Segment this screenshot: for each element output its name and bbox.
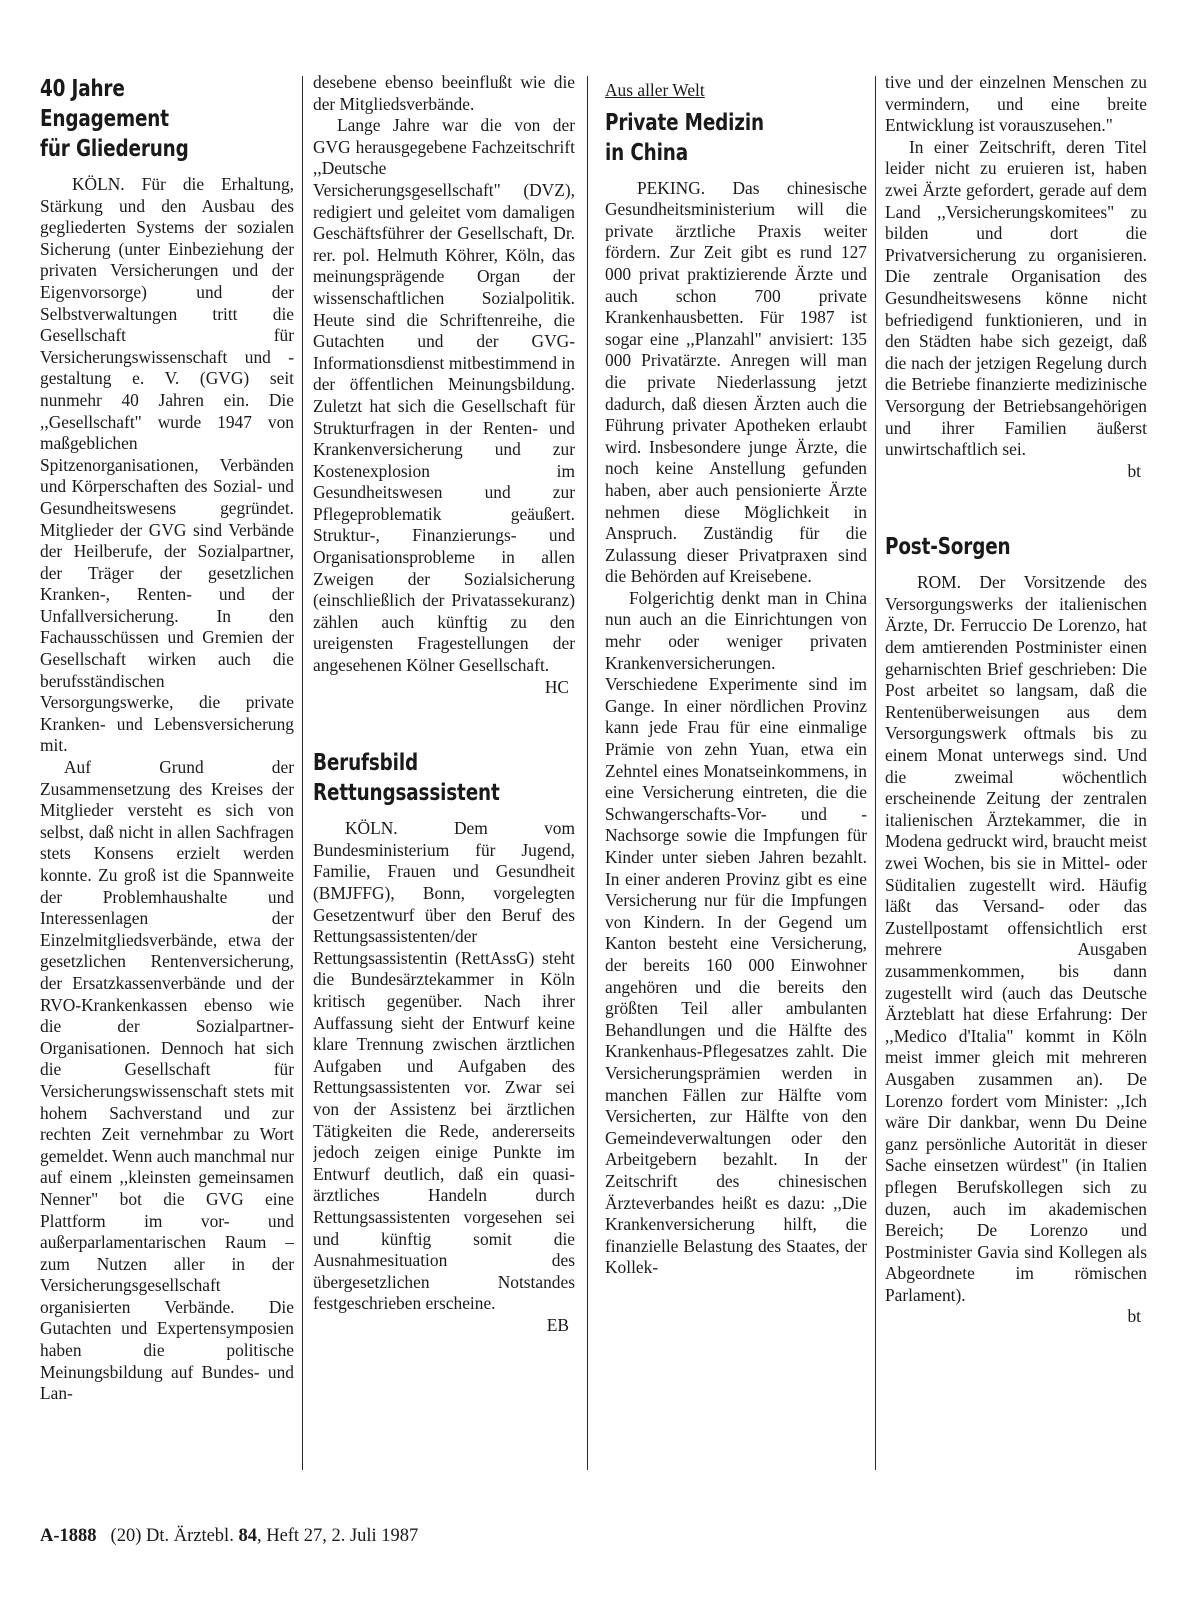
headline-gvg xyxy=(40,74,294,164)
column-3 xyxy=(605,72,867,1472)
paragraph: Lange Jahre war die von der GVG herausgegebene Fachzeitschrift ,,Deutsche Versicherungsgesellschaft" (DVZ), redigiert und geleitet vom damaligen Geschäftsführer der Gesellschaft, Dr. rer. pol. Helmuth Köhrer, Köln, das meinungsprägende Organ der wissenschaftlichen Sozialpolitik. Heute sind die Schriftenreihe, die Gutachten und der GVG-Informationsdienst mitbestimmend in der öffentlichen Meinungsbildung. Zuletzt hat sich die Gesellschaft für Strukturfragen in der Renten- und Krankenversicherung und zur Kostenexplosion im Gesundheitswesen und zur Pflegeproblematik geäußert. Struktur-, Finanzierungs- und Organisationsprobleme in allen Zweigen der Sozialsicherung (einschließlich der Privatassekuranz) zählen auch künftig zu den ureigensten Fragestellungen der angesehenen Kölner Gesellschaft. xyxy=(313,115,575,676)
column-1 xyxy=(40,72,294,1472)
headline-line: Berufsbild xyxy=(313,750,418,777)
paragraph: tive und der einzelnen Menschen zu vermindern, und eine breite Entwicklung ist vorauszusehen." xyxy=(885,72,1147,136)
paragraph: In einer Zeitschrift, deren Titel leider nicht zu eruieren ist, haben zwei Ärzte gefordert, gerade auf dem Land ,,Versicherungskomitees" zu bilden und dort die Privatversicherung zu organisieren. Die zentrale Organisation des Gesundheitswesens könne nicht befriedigend funktionieren, und in den Städten habe sich gezeigt, daß die nach der jetzigen Regelung durch die Betriebe finanzierte medizinische Versorgung der Betriebsangehörigen und ihrer Familien äußerst unwirtschaftlich sei. xyxy=(885,136,1147,460)
page-footer xyxy=(40,1526,418,1547)
signature-china: bt xyxy=(1127,460,1141,481)
issue-prefix: (20) Dt. Ärztebl. xyxy=(110,1526,234,1546)
headline-line: Private Medizin xyxy=(605,109,764,136)
headline-line: Engagement xyxy=(40,106,169,132)
volume-number: 84 xyxy=(238,1526,257,1546)
headline-rettung xyxy=(313,748,575,808)
headline-post xyxy=(885,532,1147,562)
headline-line: Rettungsassistent xyxy=(313,780,500,807)
spacer xyxy=(313,698,575,736)
signature-gvg: HC xyxy=(544,676,569,697)
column-4 xyxy=(885,72,1147,1472)
column-rule-2 xyxy=(587,76,588,1470)
paragraph: Folgerichtig denkt man in China nun auch an die Einrichtungen von mehr oder weniger privaten Krankenversicherungen. Verschiedene Experimente sind im Gange. In einer nördlichen Provinz kann jede Frau für eine einmalige Prämie von zehn Yuan, etwa ein Zehntel eines Monatseinkommens, in eine Versicherung eintreten, die die Schwangerschafts-Vor- und -Nachsorge sowie die Impfungen für Kinder unter sieben Jahren bezahlt. In einer anderen Provinz gibt es eine Versicherung nur für die Impfungen von Kindern. In der Gegend um Kanton besteht eine Versicherung, der bereits 160 000 Einwohner angehören und die bereits den größten Teil aller ambulanten Behandlungen und die Hälfte des Krankenhaus-Pflegesatzes zahlt. Die Versicherungsprämien werden in manchen Fällen zur Hälfte vom Versicherten, zur Hälfte von den Gemeindeverwaltungen oder den Arbeitgebern bezahlt. In der Zeitschrift des chinesischen Ärzteverbandes heißt es dazu: ,,Die Krankenversicherung hilft, die finanzielle Belastung des Staates, der Kollek- xyxy=(605,587,867,1278)
column-rule-1 xyxy=(302,76,303,1470)
paragraph: ROM. Der Vorsitzende des Versorgungswerks der italienischen Ärzte, Dr. Ferruccio De Lorenzo, hat dem amtierenden Postminister einen geharnischten Brief geschrieben: Die Post arbeitet so langsam, daß die Rentenüberweisungen aus dem Versorgungswerk oftmals bis zu einem Monat unterwegs sind. Und die zweimal wöchentlich erscheinende Zeitung der zentralen italienischen Ärztekammer, die in Modena gedruckt wird, braucht meist zwei Wochen, bis sie in Mittel- oder Süditalien zugestellt wird. Häufig läßt das Versand- oder das Zustellpostamt offensichtlich erst mehrere Ausgaben zusammenkommen, bis dann zugestellt wird (auch das Deutsche Ärzteblatt hat diese Erfahrung: Der ,,Medico d'Italia" kommt in Köln meist immer gleich mit mehreren Ausgaben zusammen an). De Lorenzo fordert vom Minister: ,,Ich wäre Dir dankbar, wenn Du Deine ganz persönliche Autorität in dieser Sache einsetzen würdest" (in Italien pflegen Berufskollegen sich zu duzen, auch im akademischen Bereich; De Lorenzo und Postminister Gavia sind Kollegen als Abgeordnete im römischen Parlament). xyxy=(885,572,1147,1305)
headline-line: in China xyxy=(605,139,688,166)
column-rule-3 xyxy=(875,76,876,1470)
signature-post: bt xyxy=(1127,1306,1141,1327)
spacer xyxy=(885,482,1147,520)
headline-china xyxy=(605,108,867,168)
paragraph: desebene ebenso beeinflußt wie die der Mitgliedsverbände. xyxy=(313,72,575,114)
rubric: Aus aller Welt xyxy=(605,80,705,100)
paragraph: KÖLN. Dem vom Bundesministerium für Jugend, Familie, Frauen und Gesundheit (BMJFFG), Bonn, vorgelegten Gesetzentwurf über den Beruf des Rettungsassistenten/der Rettungsassistentin (RettAssG) steht die Bundesärztekammer in Köln kritisch gegenüber. Nach ihrer Auffassung sieht der Entwurf keine klare Trennung zwischen ärztlichen Aufgaben und Aufgaben des Rettungsassistenten vor. Zwar sei von der Assistenz bei ärztlichen Tätigkeiten die Rede, andererseits jedoch zeigen einige Punkte im Entwurf deutlich, daß ein quasi-ärztliches Handeln durch Rettungsassistenten vorgesehen sei und künftig somit die Ausnahmesituation des übergesetzlichen Notstandes festgeschrieben erscheine. xyxy=(313,818,575,1314)
issue-suffix: , Heft 27, 2. Juli 1987 xyxy=(256,1526,419,1546)
column-2 xyxy=(313,72,575,1472)
headline-line: Post-Sorgen xyxy=(885,534,1011,561)
paragraph: KÖLN. Für die Erhaltung, Stärkung und den Ausbau des gegliederten Systems der sozialen Sicherung (unter Einbeziehung der privaten Versicherungen und der Eigenvorsorge) und der Selbstverwaltungen tritt die Gesellschaft für Versicherungswissenschaft und -gestaltung e. V. (GVG) seit nunmehr 40 Jahren ein. Die ,,Gesellschaft" wurde 1947 von maßgeblichen Spitzenorganisationen, Verbänden und Körperschaften des Sozial- und Gesundheitswesens gegründet. Mitglieder der GVG sind Verbände der Heilberufe, der Sozialpartner, der Träger der gesetzlichen Kranken-, Renten- und der Unfallversicherung. In den Fachausschüssen und Gremien der Gesellschaft wirken auch die berufsständischen Versorgungswerke, die private Kranken- und Lebensversicherung mit. xyxy=(40,174,294,756)
headline-line: 40 Jahre xyxy=(40,76,125,102)
paragraph: PEKING. Das chinesische Gesundheitsministerium will die private ärztliche Praxis weiter fördern. Zur Zeit gibt es rund 127 000 privat praktizierende Ärzte und auch schon 700 private Krankenhausbetten. Für 1987 ist sogar eine ,,Planzahl" anvisiert: 135 000 Privatärzte. Anregen will man die private Niederlassung jetzt dadurch, daß diesen Ärzten auch die Führung privater Apotheken erlaubt wird. Insbesondere junge Ärzte, die noch keine Anstellung gefunden haben, aber auch pensionierte Ärzte nehmen diese Möglichkeit in Anspruch. Zuständig für die Zulassung dieser Privatpraxen sind die Behörden auf Kreisebene. xyxy=(605,177,867,587)
paragraph: Auf Grund der Zusammensetzung des Kreises der Mitglieder versteht es sich von selbst, daß nicht in allen Sachfragen stets Konsens erzielt werden konnte. Zu groß ist die Spannweite der Problemhaushalte und Interessenlagen der Einzelmitgliedsverbände, etwa der gesetzlichen Rentenversicherung, der Ersatzkassenverbände und der RVO-Krankenkassen ebenso wie die der Sozialpartner-Organisationen. Dennoch hat sich die Gesellschaft für Versicherungswissenschaft stets mit hohem Sachverstand und zur rechten Zeit vernehmbar zu Wort gemeldet. Wenn auch manchmal nur auf einem ,,kleinsten gemeinsamen Nenner" bot die GVG eine Plattform im vor- und außerparlamentarischen Raum – zum Nutzen aller in der Versicherungsgesellschaft organisierten Verbände. Die Gutachten und Expertensymposien haben die politische Meinungsbildung auf Bundes- und Lan- xyxy=(40,757,294,1404)
signature-rettung: EB xyxy=(546,1314,569,1335)
headline-line: für Gliederung xyxy=(40,136,189,162)
page-number: A-1888 xyxy=(40,1526,97,1546)
